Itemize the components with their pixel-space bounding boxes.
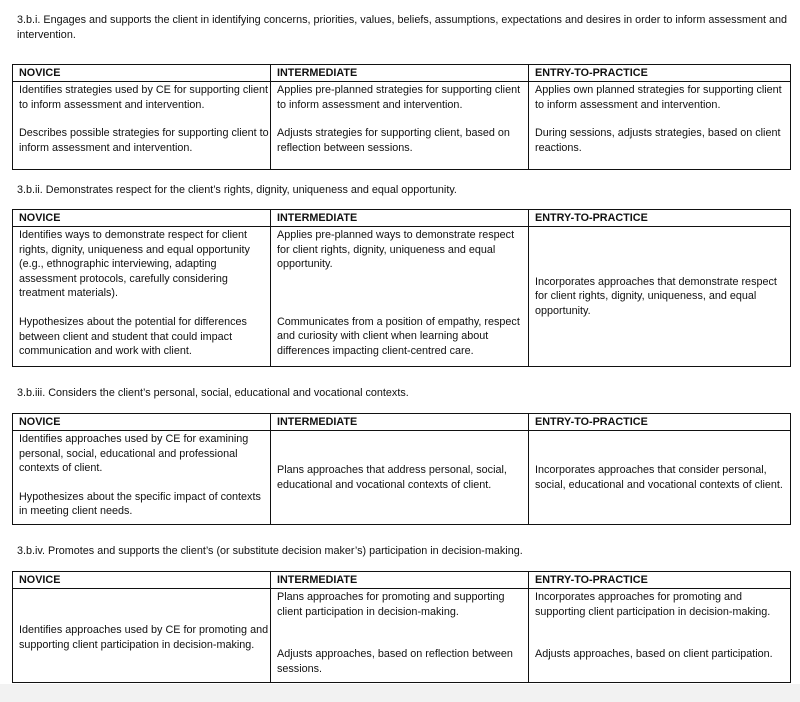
column-header-novice: NOVICE (13, 65, 271, 82)
intermediate-cell (271, 82, 529, 170)
page-bottom-margin (0, 684, 800, 702)
novice-cell (13, 589, 271, 683)
rubric-table-3biv (12, 571, 791, 683)
rubric-table-3bii (12, 209, 791, 367)
intermediate-cell (271, 589, 529, 683)
cell-paragraph: Adjusts approaches, based on reflection between sessions. (277, 648, 513, 675)
cell-paragraph: Identifies approaches used by CE for promoting and supporting client participation in decision-making. (19, 624, 269, 651)
column-header-entry-to-practice: ENTRY-TO-PRACTICE (529, 572, 791, 589)
column-header-novice: NOVICE (13, 572, 271, 589)
table-header-row (13, 414, 791, 431)
column-header-intermediate: INTERMEDIATE (271, 65, 529, 82)
novice-cell (13, 82, 271, 170)
entry-cell (529, 227, 791, 367)
novice-cell (13, 227, 271, 367)
column-header-intermediate: INTERMEDIATE (271, 210, 529, 227)
table-header-row (13, 65, 791, 82)
table-row (13, 589, 791, 683)
cell-paragraph: Adjusts approaches, based on client participation. (535, 648, 773, 661)
cell-paragraph: Applies pre-planned ways to demonstrate respect for client rights, dignity, uniqueness and equal opportunity. (277, 229, 515, 271)
column-header-novice: NOVICE (13, 414, 271, 431)
column-header-intermediate: INTERMEDIATE (271, 414, 529, 431)
column-header-entry-to-practice: ENTRY-TO-PRACTICE (529, 210, 791, 227)
cell-paragraph: Plans approaches for promoting and supporting client participation in decision-making. (277, 591, 505, 618)
cell-paragraph: Hypothesizes about the potential for differences between client and student that could impact communication and work with client. (19, 315, 247, 358)
intermediate-cell (271, 431, 529, 525)
column-header-entry-to-practice: ENTRY-TO-PRACTICE (529, 65, 791, 82)
cell-paragraph: Incorporates approaches that demonstrate respect for client rights, dignity, uniqueness, and equal opportunity. (535, 275, 777, 317)
cell-paragraph: Hypothesizes about the specific impact of contexts in meeting client needs. (19, 490, 261, 518)
cell-paragraph: During sessions, adjusts strategies, based on client reactions. (535, 127, 781, 154)
entry-cell (529, 589, 791, 683)
entry-cell (529, 82, 791, 170)
cell-paragraph: Applies own planned strategies for supporting client to inform assessment and intervention. (535, 84, 782, 111)
column-header-novice: NOVICE (13, 210, 271, 227)
table-row (13, 82, 791, 170)
cell-paragraph: Adjusts strategies for supporting client, based on reflection between sessions. (277, 127, 510, 154)
column-header-intermediate: INTERMEDIATE (271, 572, 529, 589)
table-header-row (13, 210, 791, 227)
cell-paragraph: Identifies strategies used by CE for supporting client to inform assessment and intervention. (19, 84, 269, 111)
section-heading-3bii: 3.b.ii. Demonstrates respect for the client’s rights, dignity, uniqueness and equal opportunity. (17, 184, 457, 196)
novice-cell (13, 431, 271, 525)
rubric-table-3bi (12, 64, 791, 170)
table-header-row (13, 572, 791, 589)
table-row (13, 227, 791, 367)
intermediate-cell (271, 227, 529, 367)
section-heading-3biii: 3.b.iii. Considers the client’s personal, social, educational and vocational contexts. (17, 387, 409, 399)
entry-cell (529, 431, 791, 525)
column-header-entry-to-practice: ENTRY-TO-PRACTICE (529, 414, 791, 431)
cell-paragraph: Incorporates approaches that consider personal, social, educational and vocational contexts of client. (535, 463, 783, 491)
cell-paragraph: Plans approaches that address personal, social, educational and vocational contexts of client. (277, 463, 507, 491)
cell-paragraph: Identifies approaches used by CE for examining personal, social, educational and professional contexts of client. (19, 433, 249, 475)
cell-paragraph: Applies pre-planned strategies for supporting client to inform assessment and intervention. (277, 84, 521, 111)
section-heading-3biv: 3.b.iv. Promotes and supports the client’s (or substitute decision maker’s) participation in decision-making. (17, 545, 523, 557)
cell-paragraph: Describes possible strategies for supporting client to inform assessment and intervention. (19, 127, 269, 154)
rubric-table-3biii (12, 413, 791, 525)
cell-paragraph: Communicates from a position of empathy, respect and curiosity with client when learning about differences impacting client-centred care. (277, 315, 520, 357)
cell-paragraph: Identifies ways to demonstrate respect for client rights, dignity, uniqueness and equal opportunity (e.g., ethnographic interviewing, adapting assessment protocols, carefully considering treatment materials). (19, 229, 250, 300)
table-row (13, 431, 791, 525)
section-heading-3bi: 3.b.i. Engages and supports the client in identifying concerns, priorities, values, beliefs, assumptions, expectations and desires in order to inform assessment and intervention. (17, 14, 787, 41)
cell-paragraph: Incorporates approaches for promoting and supporting client participation in decision-making. (535, 591, 771, 618)
